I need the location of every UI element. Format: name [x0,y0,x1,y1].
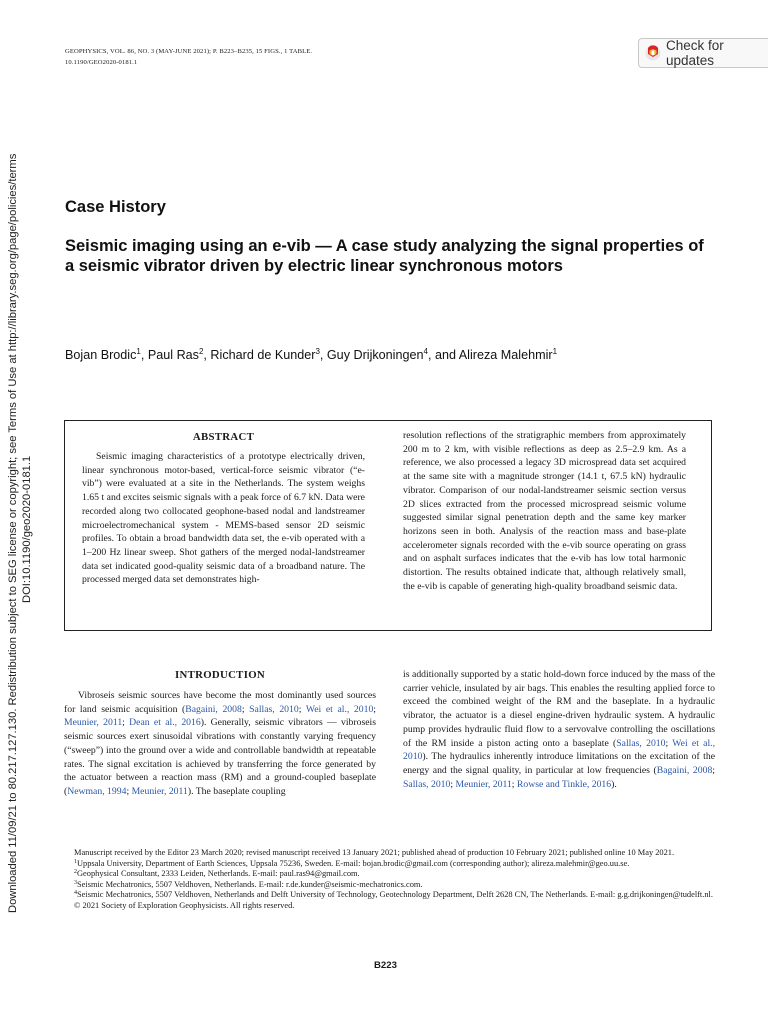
citation-link[interactable]: Rowse and Tinkle, 2016 [516,778,612,790]
citation-link[interactable]: Sallas, 2010 [616,737,666,749]
body-text: ; [241,703,250,715]
introduction-paragraph-continued [403,668,715,791]
author-affiliation-mark: 1 [136,347,141,356]
author-separator: , [319,348,327,362]
abstract-heading: ABSTRACT [192,431,255,443]
side-note-doi: DOI:10.1190/geo2020-0181.1 [21,455,33,603]
body-text: ). The baseplate coupling [187,785,286,797]
author-affiliation-mark: 3 [315,347,320,356]
body-text: ; [122,717,130,729]
author-separator: , and [427,348,459,362]
author-name: Paul Ras [147,348,199,362]
citation-link[interactable]: Meunier, 2011 [131,785,188,797]
author-affiliation-mark: 2 [198,347,204,356]
body-text: ). Generally, seismic vibrators — vibroseis seismic sources exert sinusoidal vibrations with constantly varying frequency (“sweep”) into the ground over a wide and controllable bandwidth at repeatable rates. The signal excitation is achieved by transferring the force generated by the actuator between a reaction mass (RM) and a ground-coupled baseplate ( [64,717,377,797]
affiliation-mark: 3 [74,879,77,886]
abstract-box [64,420,712,631]
citation-link[interactable]: Sallas, 2010 [403,778,451,790]
body-text: ; [511,778,517,790]
journal-doi: 10.1190/GEO2020-0181.1 [65,59,138,66]
citation-link[interactable]: Newman, 1994 [67,785,127,797]
introduction-paragraph [64,689,376,799]
author-separator: , [140,348,148,362]
author-list [65,348,725,362]
abstract-left-column [82,430,365,587]
check-for-updates-button[interactable] [638,38,768,68]
author-separator: , [203,348,211,362]
author-name: Guy Drijkoningen [326,348,424,362]
affiliation-mark: 1 [74,858,77,865]
affiliation-mark: 2 [74,869,77,876]
manuscript-received-note: Manuscript received by the Editor 23 March 2020; revised manuscript received 13 January 2021; published ahead of production 10 February 2021; published online 10 May 2021. [74,848,675,857]
affiliation-text: Seismic Mechatronics, 5507 Veldhoven, Netherlands and Delft University of Technology, Geotechnology Department, Delft 2628 CN, The Netherlands. E-mail: g.g.drijkoningen@tudelft.nl. [77,890,713,900]
affiliation-note [64,890,716,901]
body-text: ; [665,737,673,749]
body-text: ). The hydraulics inherently introduce limitations on the excitation of the energy and the signal quality, in particular at low frequencies ( [403,751,715,776]
side-download-note [0,0,40,1024]
author-name: Alireza Malehmir [458,348,553,362]
affiliation-note [64,880,716,891]
citation-link[interactable]: Wei et al., 2010 [305,703,374,715]
body-text: ; [298,703,306,715]
author-name: Bojan Brodic [65,348,137,362]
affiliation-text: Seismic Mechatronics, 5507 Veldhoven, Netherlands. E-mail: r.de.kunder@seismic-mechatronics.com. [77,879,423,889]
citation-link[interactable]: Dean et al., 2016 [129,717,201,729]
body-text: Vibroseis seismic sources have become the most dominantly used sources for land seismic acquisition ( [64,690,376,715]
copyright-note: © 2021 Society of Exploration Geophysicists. All rights reserved. [74,900,295,910]
side-note-download: Downloaded 11/09/21 to 80.217.127.130. Redistribution subject to SEG license or copyright; see Terms of Use at http://library.seg.org/page/policies/terms [7,153,19,913]
author-name: Richard de Kunder [210,348,316,362]
introduction-left-column [64,668,376,799]
affiliation-note [64,859,716,870]
journal-citation: GEOPHYSICS, VOL. 86, NO. 3 (MAY-JUNE 2021); P. B223–B235, 15 FIGS., 1 TABLE. [65,48,313,55]
citation-link[interactable]: Bagaini, 2008 [656,764,713,776]
body-text: is additionally supported by a static hold-down force induced by the mass of the carrier vehicle, insulated by air bags. This enables the resulting applied force to exceed the combined weight of the RM and the baseplate. In a hydraulic vibrator, the actuator is a diesel engine-driven hydraulic system. A hydraulic pump provides hydraulic fluid flow to a servovalve controlling the oscillations of the RM inside a piston acting onto a baseplate ( [403,669,715,749]
citation-link[interactable]: Sallas, 2010 [249,703,299,715]
check-for-updates-label: Check for updates [666,38,724,68]
abstract-right-column [403,429,686,593]
affiliation-note [64,869,716,880]
page-number: B223 [374,960,397,971]
body-text: ; [126,785,132,797]
author-affiliation-mark: 1 [552,347,558,356]
paper-title: Seismic imaging using an e-vib — A case study analyzing the signal properties of a seismic vibrator driven by electric linear synchronous motors [65,237,704,275]
body-text: ; [712,764,715,776]
citation-link[interactable]: Bagaini, 2008 [185,703,242,715]
abstract-text-left: Seismic imaging characteristics of a prototype electrically driven, linear synchronous motor-based, vertical-force seismic vibrator (“e-vib”) were evaluated at a site in the Netherlands. The system weighs 1.65 t and excites seismic signals with a peak force of 6.7 kN. Data were recorded along two collocated geophone-based nodal and landstreamer microelectromechanical system - MEMS-based sensor 2D seismic profiles. To obtain a broad bandwidth data set, the e-vib operated with a 1–200 Hz linear sweep. Shot gathers of the merged nodal-landstreamer data set indicated good-quality seismic data of a broadband nature. The processed merged data set demonstrates high- [82,451,365,586]
journal-header [65,46,425,68]
affiliation-mark: 4 [74,890,77,897]
footnotes [64,848,716,912]
body-text: ). [611,778,617,790]
body-text: ; [450,778,456,790]
affiliation-text: Geophysical Consultant, 2333 Leiden, Netherlands. E-mail: paul.ras94@gmail.com. [77,869,360,879]
author-affiliation-mark: 4 [423,347,428,356]
abstract-text-right: resolution reflections of the stratigraphic members from approximately 200 m to 2 km, with visible reflections as deep as 2.5–2.9 km. As a reference, we also processed a legacy 3D microspread data set acquired at the same site with a magnitude stronger (14.1 t, 67.5 kN) hydraulic vibrator. Comparison of our nodal-landstreamer seismic section versus 2D slices extracted from the processed microspread seismic volume suggested similar signal penetration depth and the same key marker horizons seen in both. Analysis of the reaction mass and base-plate accelerometer signals recorded with the e-vib source operating on grass and on asphalt surfaces indicates that the e-vib has low total harmonic distortion. The results obtained indicate that, although relatively small, the e-vib is capable of generating high-quality broadband seismic data. [403,430,686,592]
introduction-heading: INTRODUCTION [175,669,265,681]
citation-link[interactable]: Meunier, 2011 [455,778,512,790]
introduction-right-column [403,668,715,791]
section-label: Case History [65,198,166,216]
body-text: ; [373,703,376,715]
crossmark-icon [645,45,661,61]
citation-link[interactable]: Wei et al., 2010 [403,737,716,763]
affiliation-text: Uppsala University, Department of Earth Sciences, Uppsala 75236, Sweden. E-mail: bojan.brodic@gmail.com (corresponding author); alireza.malehmir@geo.uu.se. [77,858,630,868]
citation-link[interactable]: Meunier, 2011 [64,717,123,729]
